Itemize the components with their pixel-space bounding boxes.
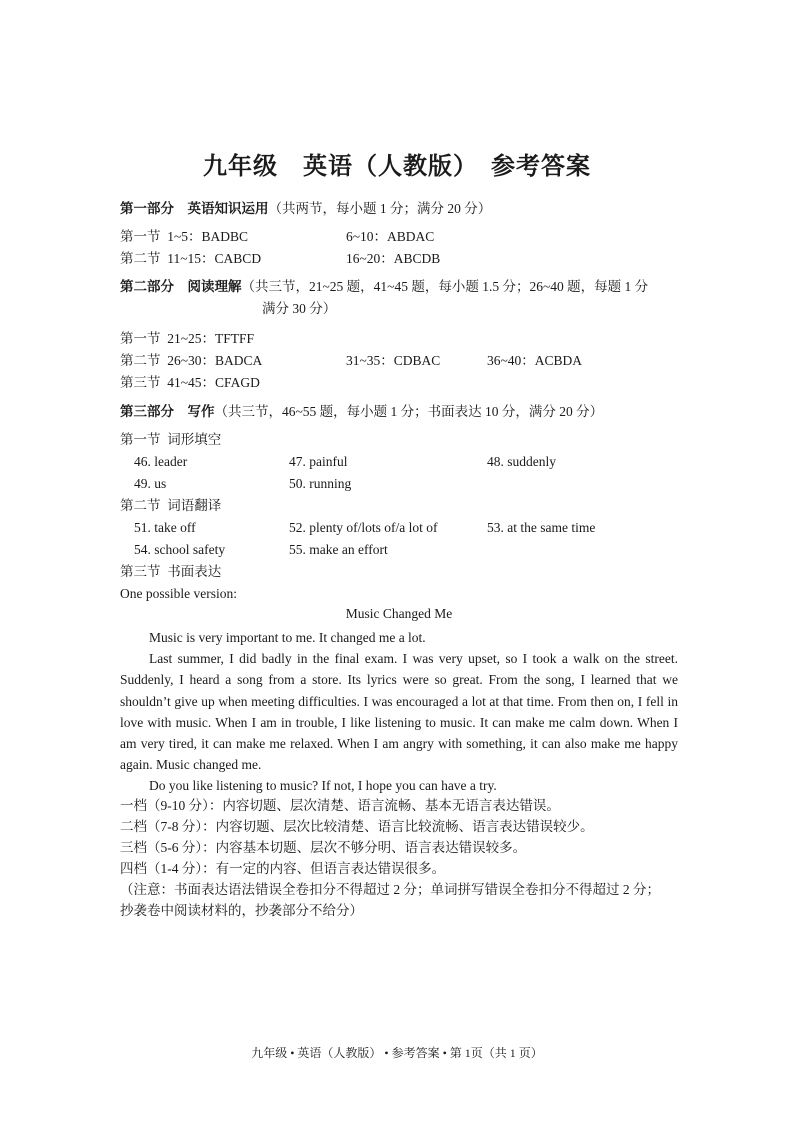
part2-sec2-answers-3: 36~40：ACBDA	[487, 353, 583, 368]
answer-47: 47. painful	[289, 454, 348, 469]
part3-heading: 第三部分 写作	[120, 404, 215, 419]
page-footer: 九年级 • 英语（人教版） • 参考答案 • 第 1页（共 1 页）	[251, 1046, 543, 1060]
part1-heading: 第一部分 英语知识运用	[120, 201, 269, 216]
essay-paragraph-3: Do you like listening to music? If not, I hope you can have a try.	[149, 778, 497, 794]
possible-version-label: One possible version:	[120, 586, 237, 601]
grade-level-3: 三档（5-6 分）：内容基本切题、层次不够分明、语言表达错误较多。	[120, 840, 527, 855]
part1-note: （共两节，每小题 1 分；满分 20 分）	[268, 201, 492, 216]
answer-49: 49. us	[134, 476, 167, 491]
part2-sec1-answers: 第一节 21~25：TFTFF	[120, 331, 255, 346]
part3-heading-line	[120, 402, 603, 422]
part1-heading-line	[120, 199, 491, 219]
answer-46: 46. leader	[134, 454, 188, 469]
answer-51: 51. take off	[134, 520, 196, 535]
part2-note-cont: 满分 30 分）	[262, 301, 337, 316]
grade-level-4: 四档（1-4 分）：有一定的内容、但语言表达错误很多。	[120, 861, 446, 876]
essay-title: Music Changed Me	[345, 606, 453, 621]
part2-sec3-answers: 第三节 41~45：CFAGD	[120, 375, 260, 390]
part2-sec2-answers-2: 31~35：CDBAC	[346, 353, 441, 368]
part2-note: （共三节，21~25 题，41~45 题，每小题 1.5 分；26~40 题，每题 1 分	[241, 279, 649, 294]
answer-53: 53. at the same time	[487, 520, 596, 535]
grading-note: （注意：书面表达语法错误全卷扣分不得超过 2 分；单词拼写错误全卷扣分不得超过 2 分；	[120, 882, 660, 897]
part1-sec2-answers: 第二节 11~15：CABCD	[120, 251, 262, 266]
part3-sec3-title: 第三节 书面表达	[120, 564, 222, 579]
page-title: 九年级 英语（人教版） 参考答案	[203, 154, 591, 180]
grade-level-2: 二档（7-8 分）：内容切题、层次比较清楚、语言比较流畅、语言表达错误较少。	[120, 819, 594, 834]
answer-50: 50. running	[289, 476, 352, 491]
answer-54: 54. school safety	[134, 542, 226, 557]
grade-level-1: 一档（9-10 分）：内容切题、层次清楚、语言流畅、基本无语言表达错误。	[120, 798, 560, 813]
answer-48: 48. suddenly	[487, 454, 556, 469]
part2-heading: 第二部分 阅读理解	[120, 279, 242, 294]
essay-paragraph-2: Last summer, I did badly in the final exam. I was very upset, so I took a walk on the street. Suddenly, I heard a song from a store. Its lyrics were so great. From the song, I learned that we shouldn’t give up when meeting difficulties. I was encouraged a lot at that time. From then on, I fell in love with music. When I am in trouble, I like listening to music. It can make me calm down. When I am very tired, it can make me relaxed. When I am angry with something, it can also make me happy again. Music changed me.	[120, 651, 678, 773]
part1-sec2-answers-2: 16~20：ABCDB	[346, 251, 441, 266]
essay-paragraph-1: Music is very important to me. It changed me a lot.	[149, 630, 426, 645]
part3-note: （共三节，46~55 题，每小题 1 分；书面表达 10 分，满分 20 分）	[214, 404, 604, 419]
part3-sec1-title: 第一节 词形填空	[120, 432, 222, 447]
part2-heading-line	[120, 277, 648, 297]
part1-sec1-answers: 第一节 1~5：BADBC	[120, 229, 249, 244]
answer-55: 55. make an effort	[289, 542, 388, 557]
part2-sec2-answers: 第二节 26~30：BADCA	[120, 353, 263, 368]
grading-note-cont: 抄袭卷中阅读材料的，抄袭部分不给分）	[120, 903, 363, 918]
part3-sec2-title: 第二节 词语翻译	[120, 498, 222, 513]
part1-sec1-answers-2: 6~10：ABDAC	[346, 229, 435, 244]
essay-body	[120, 627, 678, 797]
answer-52: 52. plenty of/lots of/a lot of	[289, 520, 438, 535]
